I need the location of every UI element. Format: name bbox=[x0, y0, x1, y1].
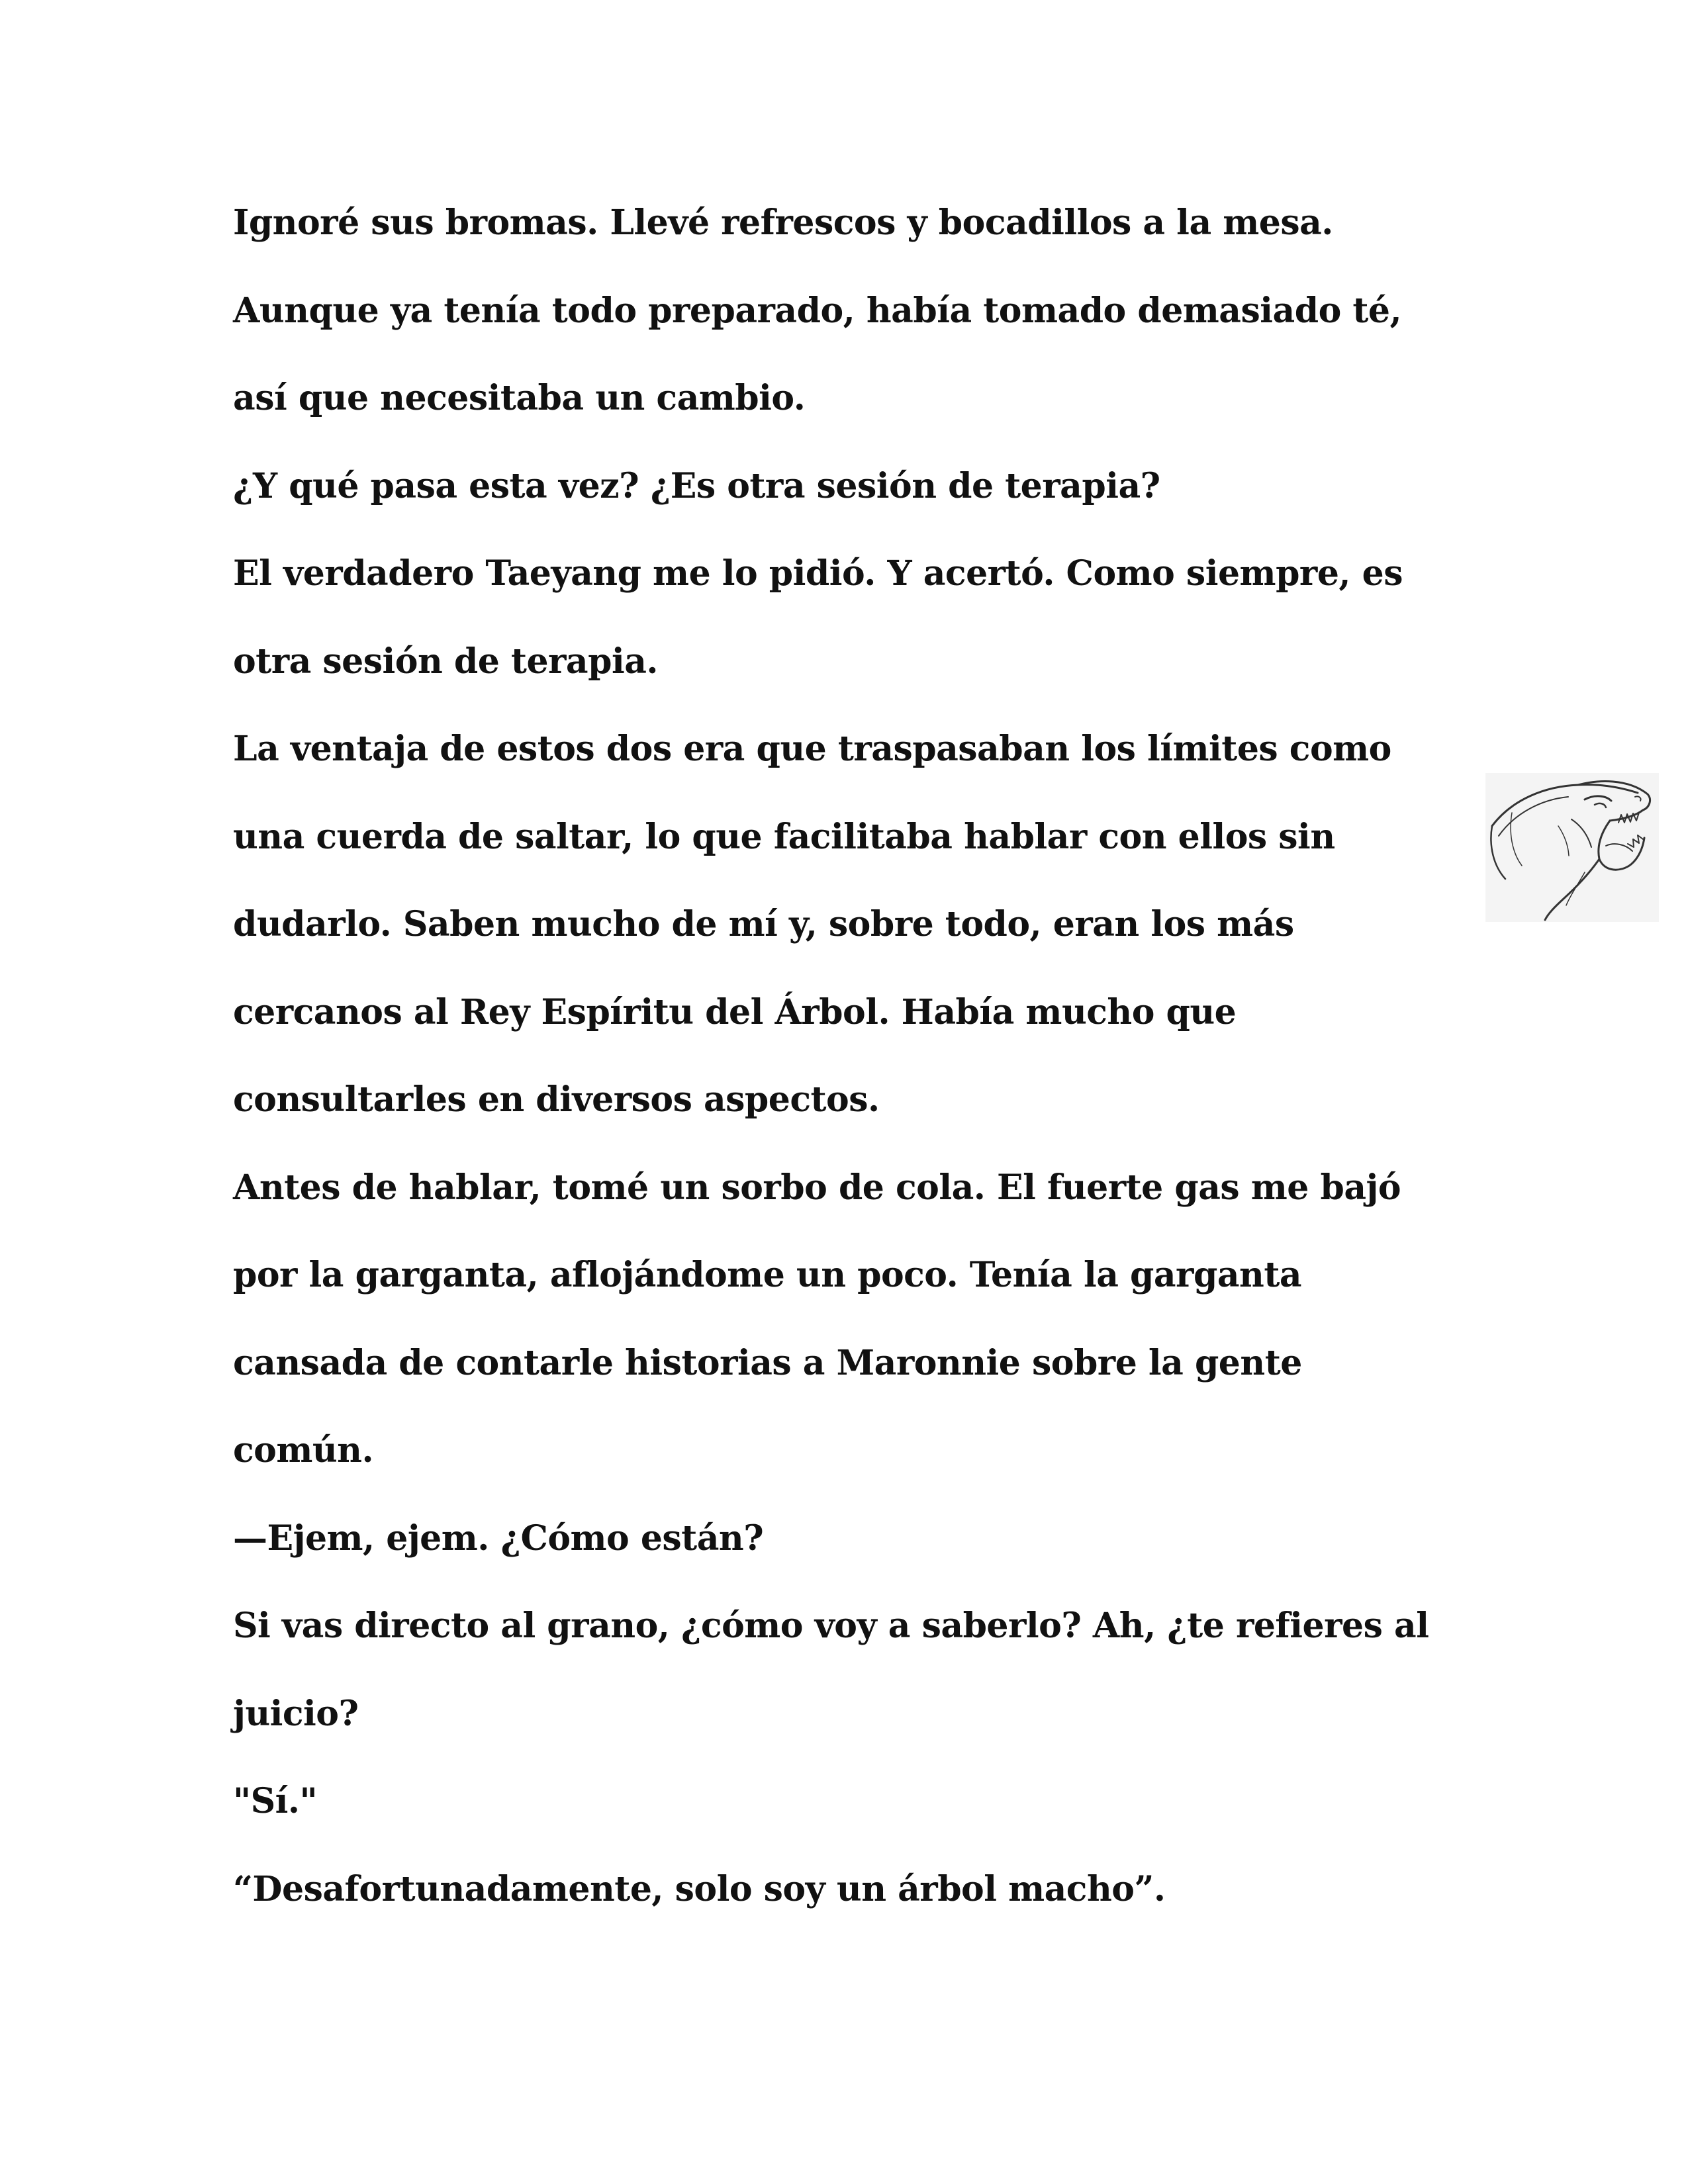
text-line: juicio? bbox=[233, 1693, 359, 1734]
text-line: consultarles en diversos aspectos. bbox=[233, 1079, 880, 1120]
text-line: común. bbox=[233, 1430, 374, 1471]
text-line: —Ejem, ejem. ¿Cómo están? bbox=[233, 1518, 764, 1559]
text-line: cercanos al Rey Espíritu del Árbol. Había mucho que bbox=[233, 991, 1237, 1032]
text-line: una cuerda de saltar, lo que facilitaba hablar con ellos sin bbox=[233, 816, 1335, 857]
text-line: Ignoré sus bromas. Llevé refrescos y bocadillos a la mesa. bbox=[233, 203, 1333, 243]
text-line: "Sí." bbox=[233, 1781, 318, 1821]
text-line: Si vas directo al grano, ¿cómo voy a saberlo? Ah, ¿te refieres al bbox=[233, 1606, 1429, 1646]
text-line: por la garganta, aflojándome un poco. Tenía la garganta bbox=[233, 1255, 1302, 1295]
text-line: ¿Y qué pasa esta vez? ¿Es otra sesión de terapia? bbox=[233, 465, 1160, 506]
text-line: “Desafortunadamente, solo soy un árbol macho”. bbox=[233, 1868, 1166, 1909]
text-line: La ventaja de estos dos era que traspasaban los límites como bbox=[233, 729, 1391, 769]
body-text bbox=[233, 200, 1504, 1954]
text-line: El verdadero Taeyang me lo pidió. Y acertó. Como siempre, es bbox=[233, 553, 1403, 594]
dinosaur-head-sketch-icon bbox=[1485, 773, 1659, 922]
text-line: Aunque ya tenía todo preparado, había tomado demasiado té, bbox=[233, 290, 1402, 331]
text-line: cansada de contarle historias a Maronnie sobre la gente bbox=[233, 1342, 1302, 1383]
text-line: así que necesitaba un cambio. bbox=[233, 378, 806, 418]
text-line: dudarlo. Saben mucho de mí y, sobre todo, eran los más bbox=[233, 904, 1294, 944]
text-line: otra sesión de terapia. bbox=[233, 641, 659, 682]
text-line: Antes de hablar, tomé un sorbo de cola. El fuerte gas me bajó bbox=[233, 1167, 1401, 1208]
